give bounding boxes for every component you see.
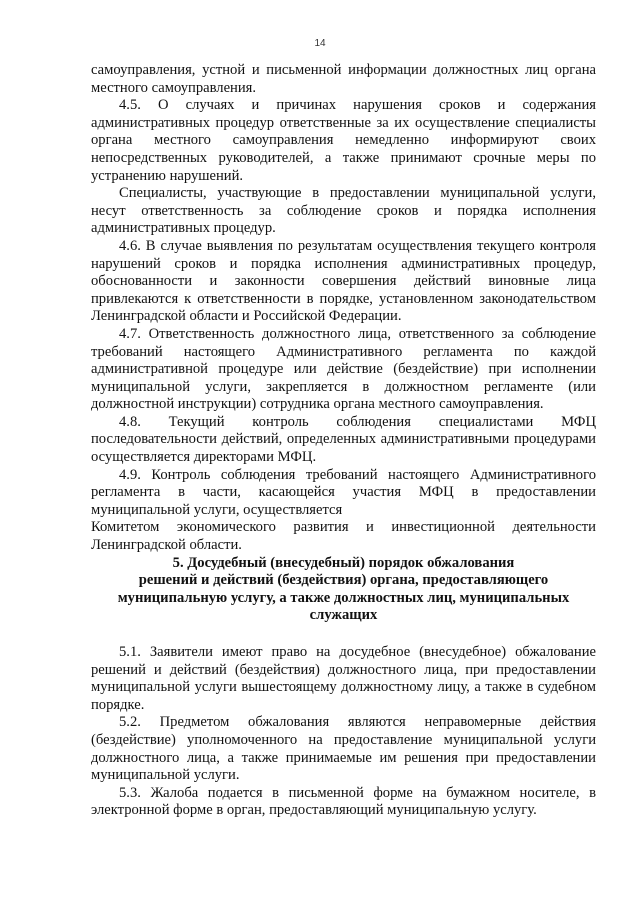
paragraph-5-2: 5.2. Предметом обжалования являются неправомерные действия (бездействие) уполномоченного на предоставление муниципальной услуги должностного лица, а также принимаемые им решения при предоставлении муниципальной услуги.	[91, 714, 596, 784]
paragraph-4-8: 4.8. Текущий контроль соблюдения специалистами МФЦ последовательности действий, определенных административными процедурами осуществляется директорами МФЦ.	[91, 413, 596, 466]
paragraph-4-9: 4.9. Контроль соблюдения требований настоящего Административного регламента в части, касающейся участия МФЦ в предоставлении муниципальной услуги, осуществляется	[91, 466, 596, 518]
section-heading-line: решений и действий (бездействия) органа, предоставляющего	[138, 572, 549, 589]
paragraph-committee: Комитетом экономического развития и инвестиционной деятельности Ленинградской области.	[91, 519, 596, 554]
section-heading-line: муниципальную услугу, а также должностных лиц, муниципальных	[117, 589, 570, 606]
paragraph-5-1: 5.1. Заявители имеют право на досудебное (внесудебное) обжалование решений и действий (бездействия) должностного лица, при предоставлении муниципальной услуги вышестоящему должностному лицу, а также в судебном порядке.	[91, 644, 596, 713]
paragraph-specialists-responsibility: Специалисты, участвующие в предоставлении муниципальной услуги, несут ответственность за соблюдение сроков и порядка исполнения административных процедур.	[91, 185, 596, 237]
section-heading-line: 5. Досудебный (внесудебный) порядок обжалования	[172, 554, 515, 571]
section-spacer	[91, 625, 596, 644]
section-heading-line: служащих	[309, 607, 378, 624]
paragraph-4-6: 4.6. В случае выявления по результатам осуществления текущего контроля нарушений сроков и порядка исполнения административных процедур, обоснованности и законности совершения действий виновные лица привлекаются к ответственности в порядке, установленном законодательством Ленинградской области и Российской Федерации.	[91, 237, 596, 325]
document-body	[91, 62, 596, 820]
section-5-heading	[91, 555, 596, 625]
paragraph-5-3: 5.3. Жалоба подается в письменной форме на бумажном носителе, в электронной форме в орган, предоставляющий муниципальную услугу.	[91, 784, 596, 819]
page-number: 14	[314, 38, 326, 49]
paragraph-4-7: 4.7. Ответственность должностного лица, ответственного за соблюдение требований настоящего Административного регламента по каждой административной процедуре или действие (бездействие) при исполнении муниципальной услуги, закрепляется в должностном регламенте (или должностной инструкции) сотрудника органа местного самоуправления.	[91, 325, 596, 413]
paragraph-4-5: 4.5. О случаях и причинах нарушения сроков и содержания административных процедур ответственные за их осуществление специалисты органа местного самоуправления немедленно информируют своих непосредственных руководителей, а также принимают срочные меры по устранению нарушений.	[91, 97, 596, 184]
paragraph-continuation: самоуправления, устной и письменной информации должностных лиц органа местного самоуправления.	[91, 62, 596, 96]
